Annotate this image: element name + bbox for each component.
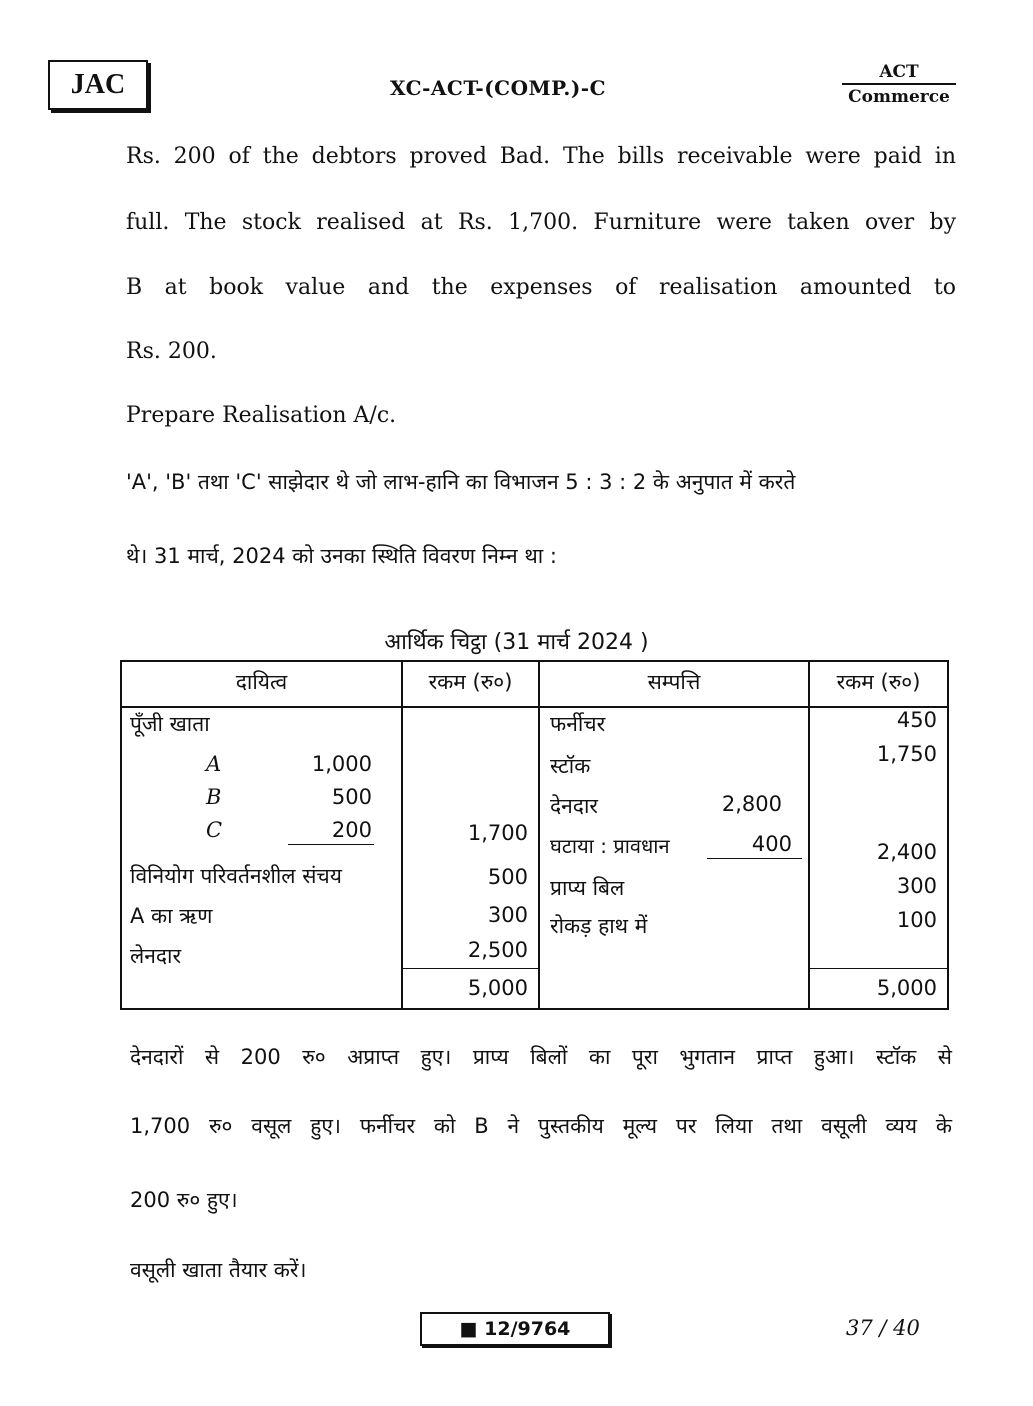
subject-label [842, 62, 956, 107]
capital-total: 1,700 [467, 821, 528, 845]
creditors-label: लेनदार [130, 944, 182, 968]
provision-label: घटाया : प्रावधान [550, 834, 670, 858]
header-liabilities: दायित्व [235, 670, 288, 694]
hindi-instruction: वसूली खाता तैयार करें। [130, 1258, 307, 1282]
english-line-1: Rs. 200 of the debtors proved Bad. The bills receivable were paid in [126, 144, 956, 169]
loan-amount: 300 [487, 903, 528, 927]
debtors-net: 2,400 [876, 840, 937, 864]
furniture-label: फर्नीचर [550, 712, 606, 736]
partner-a-name: A [206, 752, 222, 776]
hindi-para-1: देनदारों से 200 रु० अप्राप्त हुए। प्राप्य बिलों का पूरा भुगतान प्राप्त हुआ। स्टॉक से [130, 1045, 952, 1069]
cash-label: रोकड़ हाथ में [550, 914, 648, 938]
english-line-4: Rs. 200. [126, 339, 217, 364]
header-amount-1: रकम (रु०) [428, 670, 513, 694]
board-logo: JAC [48, 60, 148, 110]
english-line-2: full. The stock realised at Rs. 1,700. Furniture were taken over by [126, 210, 956, 235]
furniture-amount: 450 [896, 708, 937, 732]
provision-amount: 400 [751, 832, 792, 856]
hindi-intro-2: थे। 31 मार्च, 2024 को उनका स्थिति विवरण निम्न था : [126, 544, 557, 568]
creditors-amount: 2,500 [467, 938, 528, 962]
debtors-label: देनदार [550, 794, 598, 818]
partner-c-capital: 200 [331, 818, 372, 842]
hindi-para-3: 200 रु० हुए। [130, 1188, 238, 1212]
header-assets: सम्पत्ति [647, 670, 701, 694]
english-line-3: B at book value and the expenses of realisation amounted to [126, 275, 956, 300]
stock-amount: 1,750 [876, 742, 937, 766]
partner-b-capital: 500 [331, 785, 372, 809]
hindi-para-2: 1,700 रु० वसूल हुए। फर्नीचर को B ने पुस्तकीय मूल्य पर लिया तथा वसूली व्यय के [130, 1114, 952, 1138]
subject-bottom: Commerce [848, 87, 950, 107]
page-number: 37 / 40 [846, 1316, 920, 1340]
bills-receivable-amount: 300 [896, 874, 937, 898]
cash-amount: 100 [896, 908, 937, 932]
partner-a-capital: 1,000 [311, 752, 372, 776]
assets-total: 5,000 [876, 976, 937, 1000]
loan-label: A का ऋण [130, 904, 213, 928]
stock-label: स्टॉक [550, 754, 591, 778]
reserve-amount: 500 [487, 865, 528, 889]
partner-b-name: B [206, 785, 222, 809]
capital-account-label: पूँजी खाता [130, 712, 210, 736]
liabilities-total: 5,000 [467, 976, 528, 1000]
partner-c-name: C [206, 818, 223, 842]
english-instruction: Prepare Realisation A/c. [126, 403, 397, 428]
subject-top: ACT [842, 62, 956, 85]
paper-code: XC-ACT-(COMP.)-C [390, 76, 607, 100]
reserve-label: विनियोग परिवर्तनशील संचय [130, 864, 342, 888]
bills-receivable-label: प्राप्य बिल [550, 876, 625, 900]
footer-code: ■ 12/9764 [420, 1312, 610, 1346]
balance-sheet-title: आर्थिक चिट्ठा (31 मार्च 2024 ) [384, 630, 649, 655]
debtors-gross: 2,800 [721, 792, 782, 816]
header-amount-2: रकम (रु०) [836, 670, 921, 694]
balance-sheet-table [120, 660, 949, 1010]
hindi-intro-1: 'A', 'B' तथा 'C' साझेदार थे जो लाभ-हानि का विभाजन 5 : 3 : 2 के अनुपात में करते [126, 470, 796, 494]
